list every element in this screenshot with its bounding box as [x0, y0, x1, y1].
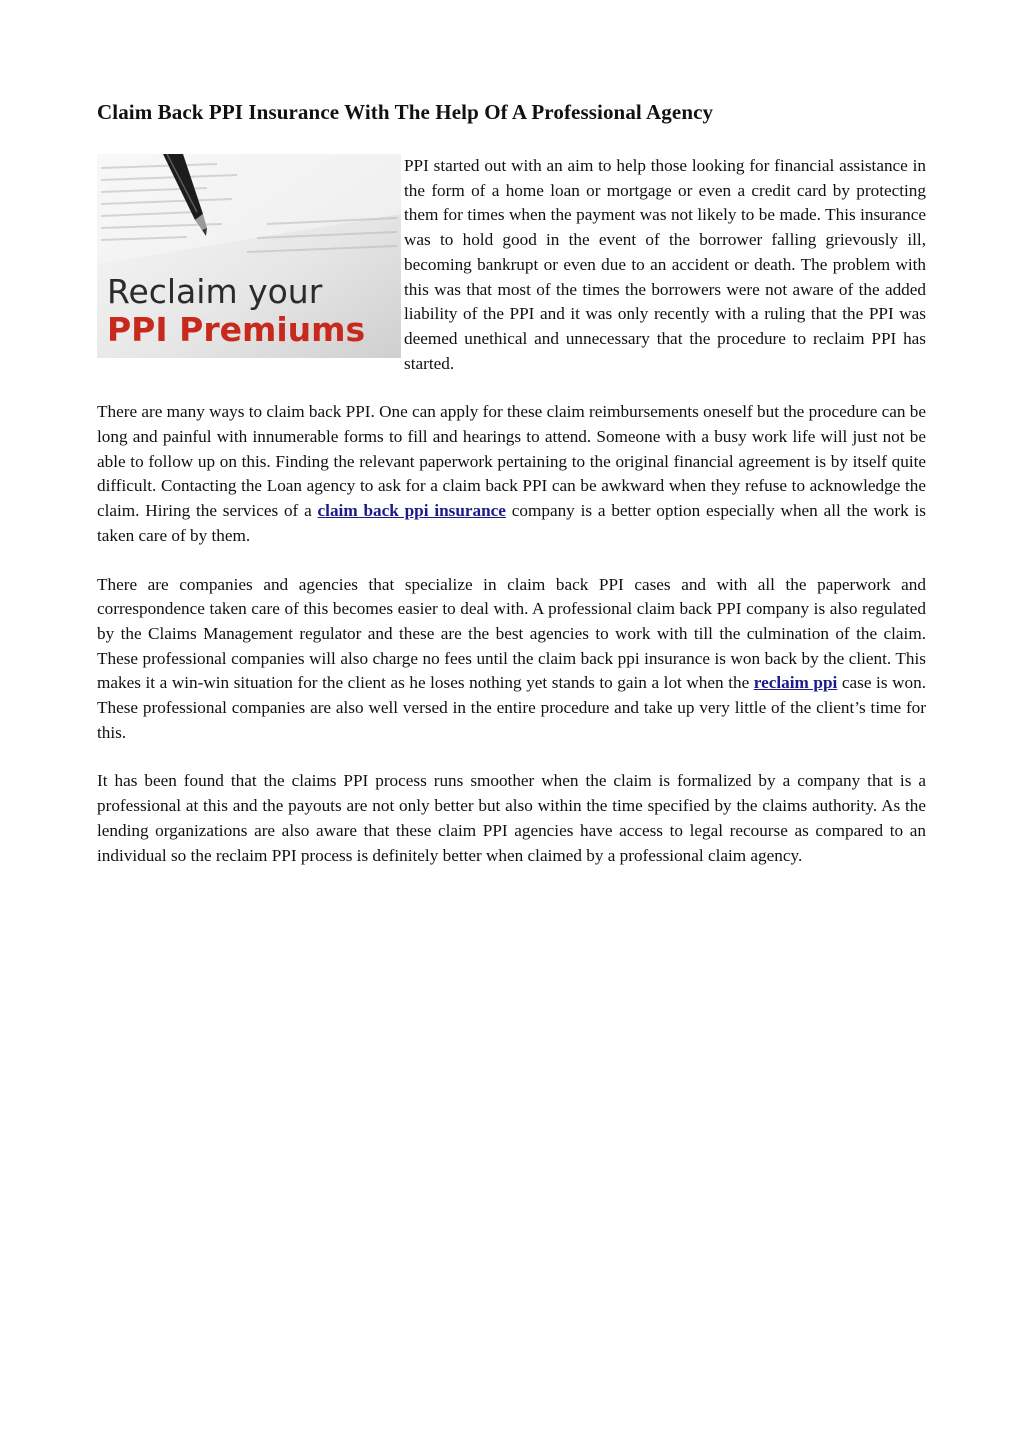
- image-text-line1: Reclaim your: [107, 272, 323, 311]
- reclaim-ppi-image: [97, 154, 401, 358]
- claim-back-ppi-insurance-link[interactable]: claim back ppi insurance: [317, 501, 506, 521]
- paragraph-3-text-after: case is won. These professional companies are also well versed in the entire procedure and take up very little of the client’s time for this.: [97, 673, 926, 742]
- paragraph-2: [97, 400, 926, 548]
- document-title: Claim Back PPI Insurance With The Help Of A Professional Agency: [97, 100, 714, 124]
- document-page: [97, 98, 926, 868]
- reclaim-ppi-link[interactable]: reclaim ppi: [753, 673, 838, 693]
- image-text-line2: PPI Premiums: [107, 310, 366, 349]
- paragraph-1: PPI started out with an aim to help those looking for financial assistance in the form of a home loan or mortgage or even a credit card by protecting them for times when the payment was not likely to be made. This insurance was to hold good in the event of the borrower falling grievously ill, becoming bankrupt or even due to an accident or death. The problem with this was that most of the times the borrowers were not aware of the added liability of the PPI and it was only recently with a ruling that the PPI was deemed unethical and unnecessary that the procedure to reclaim PPI has started.: [404, 156, 926, 373]
- intro-section: [97, 154, 926, 376]
- paragraph-4: It has been found that the claims PPI process runs smoother when the claim is formalized by a company that is a professional at this and the payouts are not only better but also within the time specified by the claims authority. As the lending organizations are also aware that these claim PPI agencies have access to legal recourse as compared to an individual so the reclaim PPI process is definitely better when claimed by a professional claim agency.: [97, 771, 926, 865]
- paragraph-3: [97, 573, 926, 746]
- paragraph-2-text-after: company is a better option especially when all the work is taken care of by them.: [97, 501, 926, 545]
- paragraph-3-text-before: There are companies and agencies that specialize in claim back PPI cases and with all the paperwork and correspondence taken care of this becomes easier to deal with. A professional claim back PPI company is also regulated by the Claims Management regulator and these are the best agencies to work with till the culmination of the claim. These professional companies will also charge no fees until the claim back ppi insurance is won back by the client. This makes it a win-win situation for the client as he loses nothing yet stands to gain a lot when the: [97, 574, 926, 693]
- paragraph-2-text-before: There are many ways to claim back PPI. One can apply for these claim reimbursements oneself but the procedure can be long and painful with innumerable forms to fill and hearings to attend. Someone with a busy work life will just not be able to follow up on this. Finding the relevant paperwork pertaining to the original financial agreement is by itself quite difficult. Contacting the Loan agency to ask for a claim back PPI can be awkward when they refuse to acknowledge the claim. Hiring the services of a: [97, 402, 926, 521]
